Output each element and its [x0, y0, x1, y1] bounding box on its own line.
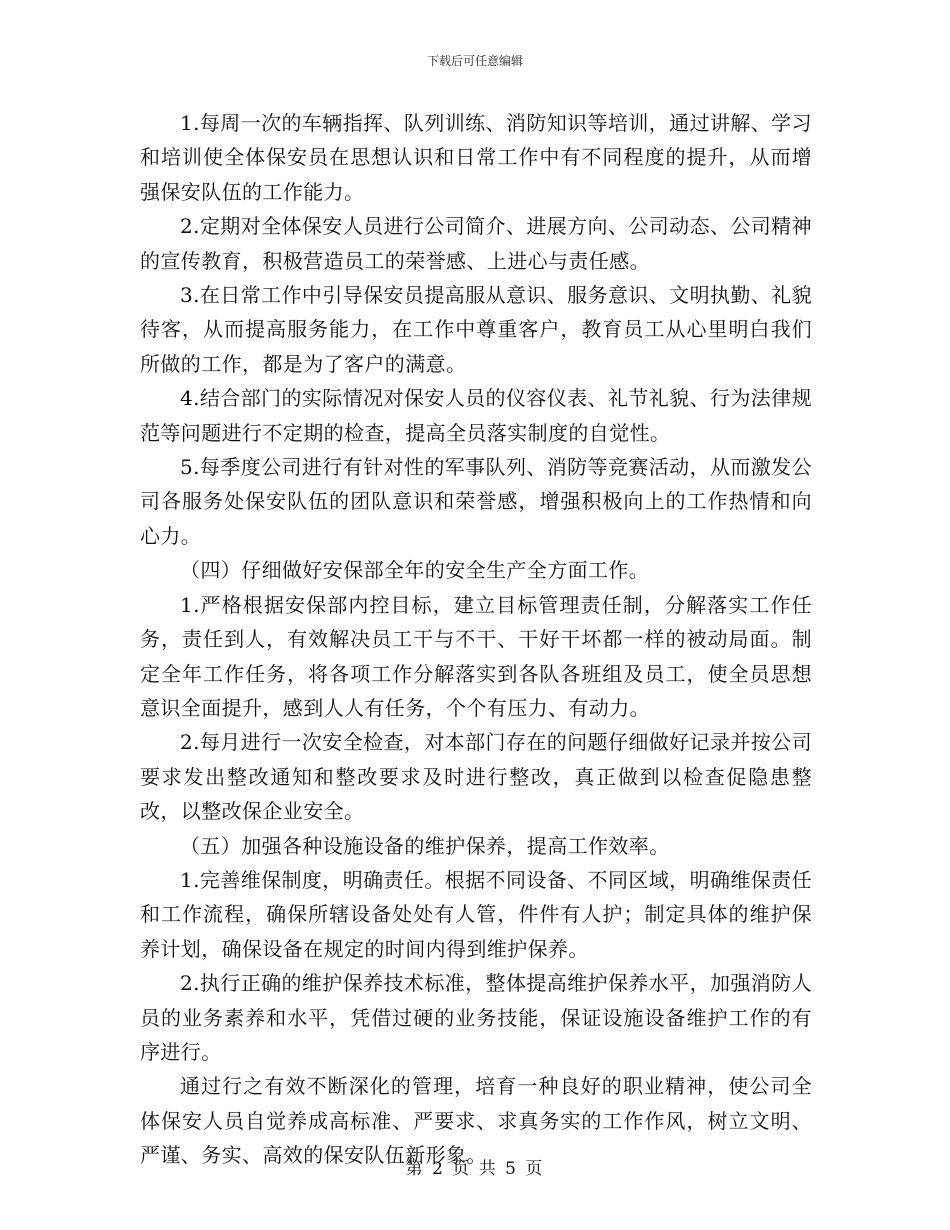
paragraph-company-education: 2.定期对全体保安人员进行公司简介、进展方向、公司动态、公司精神的宣传教育，积极营造员工的荣誉感、上进心与责任感。: [140, 214, 812, 273]
paragraph-service-awareness: 3.在日常工作中引导保安员提高服从意识、服务意识、文明执勤、礼貌待客，从而提高服务能力，在工作中尊重客户，教育员工从心里明白我们所做的工作，都是为了客户的满意。: [140, 283, 812, 376]
paragraph-training: 1.每周一次的车辆指挥、队列训练、消防知识等培训，通过讲解、学习和培训使全体保安员在思想认识和日常工作中有不同程度的提升，从而增强保安队伍的工作能力。: [140, 111, 812, 204]
paragraph-competition: 5.每季度公司进行有针对性的军事队列、消防等竞赛活动，从而激发公司各服务处保安队伍的团队意识和荣誉感，增强积极向上的工作热情和向心力。: [140, 455, 812, 548]
paragraph-responsibility-system: 1.严格根据安保部内控目标，建立目标管理责任制，分解落实工作任务，责任到人，有效解决员工干与不干、干好干坏都一样的被动局面。制定全年工作任务，将各项工作分解落实到各队各班组及员工，使全员思想意识全面提升，感到人人有任务，个个有压力、有动力。: [140, 592, 812, 720]
section-heading-maintenance: （五）加强各种设施设备的维护保养，提高工作效率。: [180, 833, 670, 858]
paragraph-inspection: 4.结合部门的实际情况对保安人员的仪容仪表、礼节礼貌、行为法律规范等问题进行不定期的检查，提高全员落实制度的自觉性。: [140, 386, 812, 445]
paragraph-technical-standard: 2.执行正确的维护保养技术标准，整体提高维护保养水平，加强消防人员的业务素养和水平，凭借过硬的业务技能，保证设施设备维护工作的有序进行。: [140, 971, 812, 1064]
document-body: [140, 106, 812, 1173]
paragraph-conclusion: 通过行之有效不断深化的管理，培育一种良好的职业精神，使公司全体保安人员自觉养成高标准、严要求、求真务实的工作作风，树立文明、严谨、务实、高效的保安队伍新形象。: [140, 1074, 812, 1168]
paragraph-monthly-check: 2.每月进行一次安全检查，对本部门存在的问题仔细做好记录并按公司要求发出整改通知和整改要求及时进行整改，真正做到以检查促隐患整改，以整改保企业安全。: [140, 730, 812, 824]
page-number-footer: 第 2 页 共 5 页: [405, 1159, 545, 1179]
paragraph-maintenance-system: 1.完善维保制度，明确责任。根据不同设备、不同区域，明确维保责任和工作流程，确保所辖设备处处有人管，件件有人护；制定具体的维护保养计划，确保设备在规定的时间内得到维护保养。: [140, 867, 812, 961]
section-heading-safety: （四）仔细做好安保部全年的安全生产全方面工作。: [180, 558, 650, 583]
page-header: 下载后可任意编辑: [426, 54, 523, 68]
